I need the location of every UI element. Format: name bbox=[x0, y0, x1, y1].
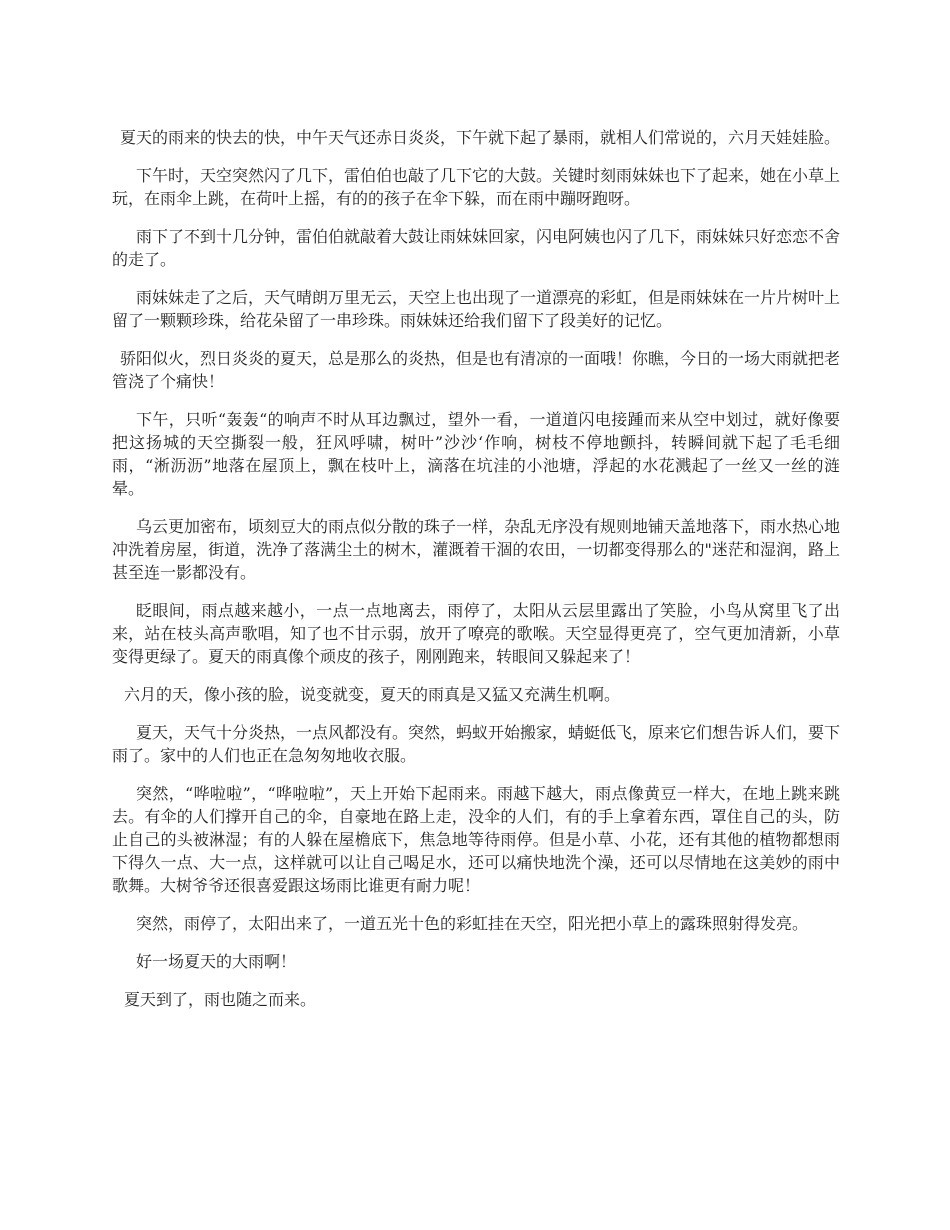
paragraph-9: 六月的天，像小孩的脸，说变就变，夏天的雨真是又猛又充满生机啊。 bbox=[124, 685, 621, 704]
paragraph-5: 骄阳似火，烈日炎炎的夏天，总是那么的炎热，但是也有清凉的一面哦！你瞧，今日的一场大雨就把老管浇了个痛快！ bbox=[112, 349, 841, 391]
paragraph-14: 夏天到了，雨也随之而来。 bbox=[124, 990, 317, 1009]
paragraph-10: 夏天，天气十分炎热，一点风都没有。突然，蚂蚁开始搬家，蜻蜓低飞，原来它们想告诉人们，要下雨了。家中的人们也正在急匆匆地收衣服。 bbox=[112, 723, 841, 765]
paragraph-1: 夏天的雨来的快去的快，中午天气还赤日炎炎，下午就下起了暴雨，就相人们常说的，六月天娃娃脸。 bbox=[120, 128, 841, 147]
paragraph-8: 眨眼间，雨点越来越小，一点一点地离去，雨停了，太阳从云层里露出了笑脸，小鸟从窝里飞了出来，站在枝头高声歌唱，知了也不甘示弱，放开了嘹亮的歌喉。天空显得更亮了，空气更加清新，小草变得更绿了。夏天的雨真像个顽皮的孩子，刚刚跑来，转眼间又躲起来了！ bbox=[112, 601, 840, 666]
paragraph-12: 突然，雨停了，太阳出来了，一道五光十色的彩虹挂在天空，阳光把小草上的露珠照射得发亮。 bbox=[136, 914, 809, 933]
paragraph-4: 雨妹妹走了之后，天气晴朗万里无云，天空上也出现了一道漂亮的彩虹，但是雨妹妹在一片片树叶上留了一颗颗珍珠，给花朵留了一串珍珠。雨妹妹还给我们留下了段美好的记忆。 bbox=[112, 288, 841, 330]
document-body bbox=[112, 126, 840, 1026]
paragraph-2: 下午时，天空突然闪了几下，雷伯伯也敲了几下它的大鼓。关键时刻雨妹妹也下了起来，她在小草上玩，在雨伞上跳，在荷叶上摇，有的的孩子在伞下躲，而在雨中蹦呀跑呀。 bbox=[112, 166, 841, 208]
paragraph-11: 突然，“哗啦啦”，“哗啦啦”，天上开始下起雨来。雨越下越大，雨点像黄豆一样大，在地上跳来跳去。有伞的人们撑开自己的伞，自豪地在路上走，没伞的人们，有的手上拿着东西，罩住自己的头，防止自己的头被淋湿；有的人躲在屋檐底下，焦急地等待雨停。但是小草、小花，还有其他的植物都想雨下得久一点、大一点，这样就可以让自己喝足水，还可以痛快地洗个澡，还可以尽情地在这美妙的雨中歌舞。大树爷爷还很喜爱跟这场雨比谁更有耐力呢！ bbox=[112, 784, 840, 895]
paragraph-3: 雨下了不到十几分钟，雷伯伯就敲着大鼓让雨妹妹回家，闪电阿姨也闪了几下，雨妹妹只好恋恋不舍的走了。 bbox=[112, 227, 841, 269]
paragraph-6: 下午，只听“轰轰“的响声不时从耳边飘过，望外一看，一道道闪电接踵而来从空中划过，就好像要把这扬城的天空撕裂一般，狂风呼啸，树叶”沙沙‘作响，树枝不停地颤抖，转瞬间就下起了毛毛细雨，“淅沥沥”地落在屋顶上，飘在枝叶上，滴落在坑洼的小池塘，浮起的水花溅起了一丝又一丝的涟晕。 bbox=[112, 410, 840, 498]
paragraph-7: 乌云更加密布，顷刻豆大的雨点似分散的珠子一样，杂乱无序没有规则地铺天盖地落下，雨水热心地冲洗着房屋，街道，洗净了落满尘土的树木，灌溉着干涸的农田，一切都变得那么的"迷茫和湿润，路上甚至连一影都没有。 bbox=[112, 517, 841, 582]
paragraph-13: 好一场夏天的大雨啊！ bbox=[136, 952, 297, 971]
